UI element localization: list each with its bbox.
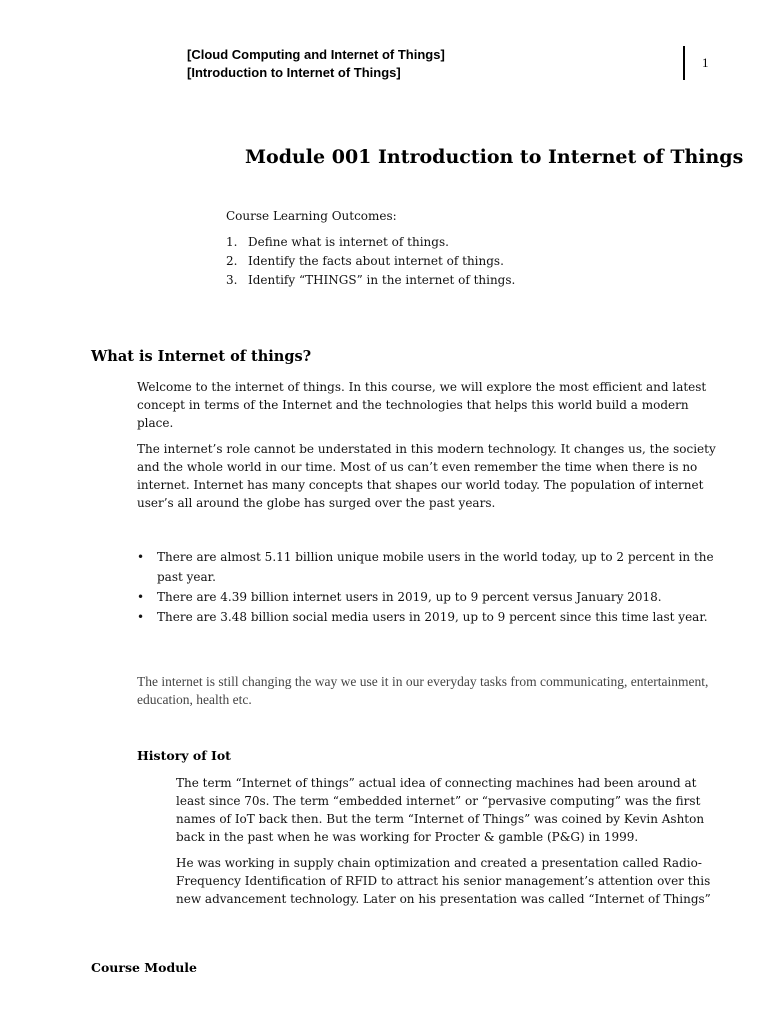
- bullet-icon: •: [137, 610, 145, 624]
- history-paragraph: He was working in supply chain optimization and created a presentation called Radio-Frequency Identification of RFID to attract his senior management’s attention over this new advancement technology. Later on his presentation was called “Internet of Things”: [176, 856, 711, 906]
- outcomes-heading: Course Learning Outcomes:: [226, 209, 397, 223]
- bullet-icon: •: [137, 590, 145, 604]
- list-item: [137, 547, 727, 587]
- header-course-title: [Cloud Computing and Internet of Things]: [187, 47, 445, 62]
- statistics-list: [137, 547, 727, 627]
- list-item-text: There are 4.39 billion internet users in 2019, up to 9 percent versus January 2018.: [157, 590, 662, 604]
- outcome-number: 1.: [226, 235, 238, 249]
- internet-changing-note: The internet is still changing the way we use it in our everyday tasks from communicating, entertainment, education, health etc.: [137, 674, 709, 707]
- outcome-item: [226, 252, 515, 271]
- page-number: 1: [702, 55, 709, 70]
- outcome-number: 2.: [226, 254, 238, 268]
- intro-text: [137, 378, 727, 520]
- intro-paragraph: Welcome to the internet of things. In this course, we will explore the most efficient and latest concept in terms of the Internet and the technologies that helps this world build a modern place.: [137, 380, 707, 430]
- learning-outcomes: [226, 207, 515, 290]
- intro-paragraph: The internet’s role cannot be understated in this modern technology. It changes us, the society and the whole world in our time. Most of us can’t even remember the time when there is no internet. Internet has many concepts that shapes our world today. The population of internet user’s all around the globe has surged over the past years.: [137, 442, 716, 510]
- outcome-text: Define what is internet of things.: [248, 235, 449, 249]
- list-item-text: There are almost 5.11 billion unique mobile users in the world today, up to 2 percent in the past year.: [157, 550, 714, 584]
- outcomes-list: [226, 233, 515, 290]
- history-text: [176, 774, 728, 916]
- outcome-number: 3.: [226, 273, 238, 287]
- footer-course-module: Course Module: [91, 960, 198, 975]
- header-module-title: [Introduction to Internet of Things]: [187, 65, 401, 80]
- list-item-text: There are 3.48 billion social media users in 2019, up to 9 percent since this time last year.: [157, 610, 708, 624]
- list-item: [137, 587, 727, 607]
- outcome-text: Identify the facts about internet of things.: [248, 254, 504, 268]
- running-header: [187, 46, 445, 82]
- header-divider: [683, 46, 685, 80]
- bullet-icon: •: [137, 550, 145, 564]
- outcome-item: [226, 271, 515, 290]
- history-heading: History of Iot: [137, 748, 231, 763]
- page-title: Module 001 Introduction to Internet of Things: [245, 146, 744, 168]
- outcome-item: [226, 233, 515, 252]
- history-paragraph: The term “Internet of things” actual idea of connecting machines had been around at least since 70s. The term “embedded internet” or “pervasive computing” was the first names of IoT back then. But the term “Internet of Things” was coined by Kevin Ashton back in the past when he was working for Procter & gamble (P&G) in 1999.: [176, 776, 705, 844]
- section-heading: What is Internet of things?: [91, 348, 312, 365]
- outcome-text: Identify “THINGS” in the internet of things.: [248, 273, 516, 287]
- list-item: [137, 607, 727, 627]
